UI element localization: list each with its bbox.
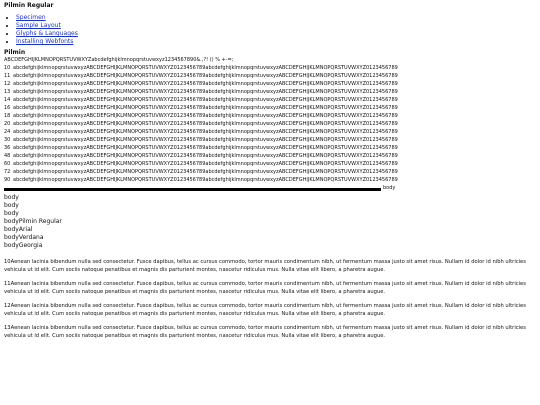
waterfall-line [4,80,540,88]
nav-item-sample-layout [16,22,540,30]
waterfall-line [4,168,540,176]
body-sample: body [4,210,19,217]
waterfall-line [4,128,540,136]
sample-bar [4,188,381,191]
waterfall-size-label: 16 [4,105,11,111]
waterfall-sample-text: abcdefghijklmnopqrstuvwxyzABCDEFGHIJKLMNOPQRSTUVWXYZ0123456789abcdefghijklmnopqrstuvwxyzABCDEFGHIJKLMNOPQRSTUVWXYZ0123456789 [13,169,398,175]
waterfall-size-label: 60 [4,161,11,167]
paragraph-size-label: 11 [4,281,11,287]
waterfall-size-label: 30 [4,137,11,143]
waterfall-line [4,64,540,72]
nav-item-glyphs [16,30,540,38]
waterfall-size-label: 72 [4,169,11,175]
waterfall-line [4,104,540,112]
waterfall-line [4,112,540,120]
nav-link-sample-layout[interactable]: Sample Layout [16,22,61,29]
waterfall-line [4,96,540,104]
bar-row [4,184,540,192]
page-title: Pilmin Regular [4,2,54,9]
paragraph-text: Aenean lacinia bibendum nulla sed consectetur. Fusce dapibus, tellus ac cursus commodo, tortor mauris condimentum nibh, ut fermentum massa justo sit amet risus. Nullam id dolor id nibh ultricies vehicula ut id elit. Cum sociis natoque penatibus et magnis dis parturient montes, nascetur ridiculus mus. Nulla vitae elit libero, a pharetra augue. [4,259,526,273]
waterfall-line [4,136,540,144]
nav-item-installing [16,38,540,46]
specimen-page [4,0,540,340]
paragraph-sample [4,302,536,318]
paragraph-size-label: 10 [4,259,11,265]
bar-label: body [383,185,396,191]
paragraph-sample [4,280,536,296]
charset-line: ABCDEFGHIJKLMNOPQRSTUVWXYZabcdefghijklmnopqrstuvwxyz1234567890&.,?! () % +-=; [4,57,234,63]
section-title: Pilmin [4,49,26,56]
waterfall-size-label: 20 [4,121,11,127]
waterfall-sample-text: abcdefghijklmnopqrstuvwxyzABCDEFGHIJKLMNOPQRSTUVWXYZ0123456789abcdefghijklmnopqrstuvwxyzABCDEFGHIJKLMNOPQRSTUVWXYZ0123456789 [13,161,398,167]
waterfall-sample-text: abcdefghijklmnopqrstuvwxyzABCDEFGHIJKLMNOPQRSTUVWXYZ0123456789abcdefghijklmnopqrstuvwxyzABCDEFGHIJKLMNOPQRSTUVWXYZ0123456789 [13,73,398,79]
paragraph-text: Aenean lacinia bibendum nulla sed consectetur. Fusce dapibus, tellus ac cursus commodo, tortor mauris condimentum nibh, ut fermentum massa justo sit amet risus. Nullam id dolor id nibh ultricies vehicula ut id elit. Cum sociis natoque penatibus et magnis dis parturient montes, nascetur ridiculus mus. Nulla vitae elit libero, a pharetra augue. [4,325,526,339]
paragraph-size-label: 13 [4,325,11,331]
waterfall-sample-text: abcdefghijklmnopqrstuvwxyzABCDEFGHIJKLMNOPQRSTUVWXYZ0123456789abcdefghijklmnopqrstuvwxyzABCDEFGHIJKLMNOPQRSTUVWXYZ0123456789 [13,113,398,119]
waterfall-sample-text: abcdefghijklmnopqrstuvwxyzABCDEFGHIJKLMNOPQRSTUVWXYZ0123456789abcdefghijklmnopqrstuvwxyzABCDEFGHIJKLMNOPQRSTUVWXYZ0123456789 [13,153,398,159]
waterfall-sample-text: abcdefghijklmnopqrstuvwxyzABCDEFGHIJKLMNOPQRSTUVWXYZ0123456789abcdefghijklmnopqrstuvwxyzABCDEFGHIJKLMNOPQRSTUVWXYZ0123456789 [13,145,398,151]
waterfall-sample-text: abcdefghijklmnopqrstuvwxyzABCDEFGHIJKLMNOPQRSTUVWXYZ0123456789abcdefghijklmnopqrstuvwxyzABCDEFGHIJKLMNOPQRSTUVWXYZ0123456789 [13,97,398,103]
paragraphs [4,258,540,340]
body-sample: body [4,194,19,201]
body-sample: bodyGeorgia [4,242,43,249]
waterfall-sample-text: abcdefghijklmnopqrstuvwxyzABCDEFGHIJKLMNOPQRSTUVWXYZ0123456789abcdefghijklmnopqrstuvwxyzABCDEFGHIJKLMNOPQRSTUVWXYZ0123456789 [13,129,398,135]
waterfall-size-label: 36 [4,145,11,151]
paragraph-text: Aenean lacinia bibendum nulla sed consectetur. Fusce dapibus, tellus ac cursus commodo, tortor mauris condimentum nibh, ut fermentum massa justo sit amet risus. Nullam id dolor id nibh ultricies vehicula ut id elit. Cum sociis natoque penatibus et magnis dis parturient montes, nascetur ridiculus mus. Nulla vitae elit libero, a pharetra augue. [4,281,526,295]
waterfall-size-label: 24 [4,129,11,135]
waterfall-sample-text: abcdefghijklmnopqrstuvwxyzABCDEFGHIJKLMNOPQRSTUVWXYZ0123456789abcdefghijklmnopqrstuvwxyzABCDEFGHIJKLMNOPQRSTUVWXYZ0123456789 [13,121,398,127]
waterfall-sample-text: abcdefghijklmnopqrstuvwxyzABCDEFGHIJKLMNOPQRSTUVWXYZ0123456789abcdefghijklmnopqrstuvwxyzABCDEFGHIJKLMNOPQRSTUVWXYZ0123456789 [13,65,398,71]
paragraph-text: Aenean lacinia bibendum nulla sed consectetur. Fusce dapibus, tellus ac cursus commodo, tortor mauris condimentum nibh, ut fermentum massa justo sit amet risus. Nullam id dolor id nibh ultricies vehicula ut id elit. Cum sociis natoque penatibus et magnis dis parturient montes, nascetur ridiculus mus. Nulla vitae elit libero, a pharetra augue. [4,303,526,317]
paragraph-sample [4,324,536,340]
nav-link-installing[interactable]: Installing Webfonts [16,38,74,45]
waterfall-line [4,176,540,184]
waterfall [4,64,540,184]
waterfall-size-label: 11 [4,73,11,79]
waterfall-line [4,120,540,128]
nav-link-specimen[interactable]: Specimen [16,14,46,21]
paragraph-size-label: 12 [4,303,11,309]
waterfall-size-label: 14 [4,97,11,103]
waterfall-line [4,72,540,80]
waterfall-sample-text: abcdefghijklmnopqrstuvwxyzABCDEFGHIJKLMNOPQRSTUVWXYZ0123456789abcdefghijklmnopqrstuvwxyzABCDEFGHIJKLMNOPQRSTUVWXYZ0123456789 [13,177,398,183]
waterfall-sample-text: abcdefghijklmnopqrstuvwxyzABCDEFGHIJKLMNOPQRSTUVWXYZ0123456789abcdefghijklmnopqrstuvwxyzABCDEFGHIJKLMNOPQRSTUVWXYZ0123456789 [13,105,398,111]
waterfall-line [4,152,540,160]
body-sample: bodyArial [4,226,33,233]
paragraph-sample [4,258,536,274]
body-sample: bodyPilmin Regular [4,218,62,225]
body-samples [4,194,540,250]
waterfall-sample-text: abcdefghijklmnopqrstuvwxyzABCDEFGHIJKLMNOPQRSTUVWXYZ0123456789abcdefghijklmnopqrstuvwxyzABCDEFGHIJKLMNOPQRSTUVWXYZ0123456789 [13,89,398,95]
nav-item-specimen [16,14,540,22]
waterfall-size-label: 48 [4,153,11,159]
waterfall-size-label: 13 [4,89,11,95]
waterfall-size-label: 18 [4,113,11,119]
waterfall-line [4,160,540,168]
body-sample: bodyVerdana [4,234,44,241]
waterfall-size-label: 90 [4,177,11,183]
waterfall-size-label: 10 [4,65,11,71]
waterfall-sample-text: abcdefghijklmnopqrstuvwxyzABCDEFGHIJKLMNOPQRSTUVWXYZ0123456789abcdefghijklmnopqrstuvwxyzABCDEFGHIJKLMNOPQRSTUVWXYZ0123456789 [13,81,398,87]
nav-link-glyphs[interactable]: Glyphs & Languages [16,30,78,37]
waterfall-size-label: 12 [4,81,11,87]
waterfall-line [4,88,540,96]
waterfall-line [4,144,540,152]
waterfall-sample-text: abcdefghijklmnopqrstuvwxyzABCDEFGHIJKLMNOPQRSTUVWXYZ0123456789abcdefghijklmnopqrstuvwxyzABCDEFGHIJKLMNOPQRSTUVWXYZ0123456789 [13,137,398,143]
nav-list [4,14,540,46]
body-sample: body [4,202,19,209]
